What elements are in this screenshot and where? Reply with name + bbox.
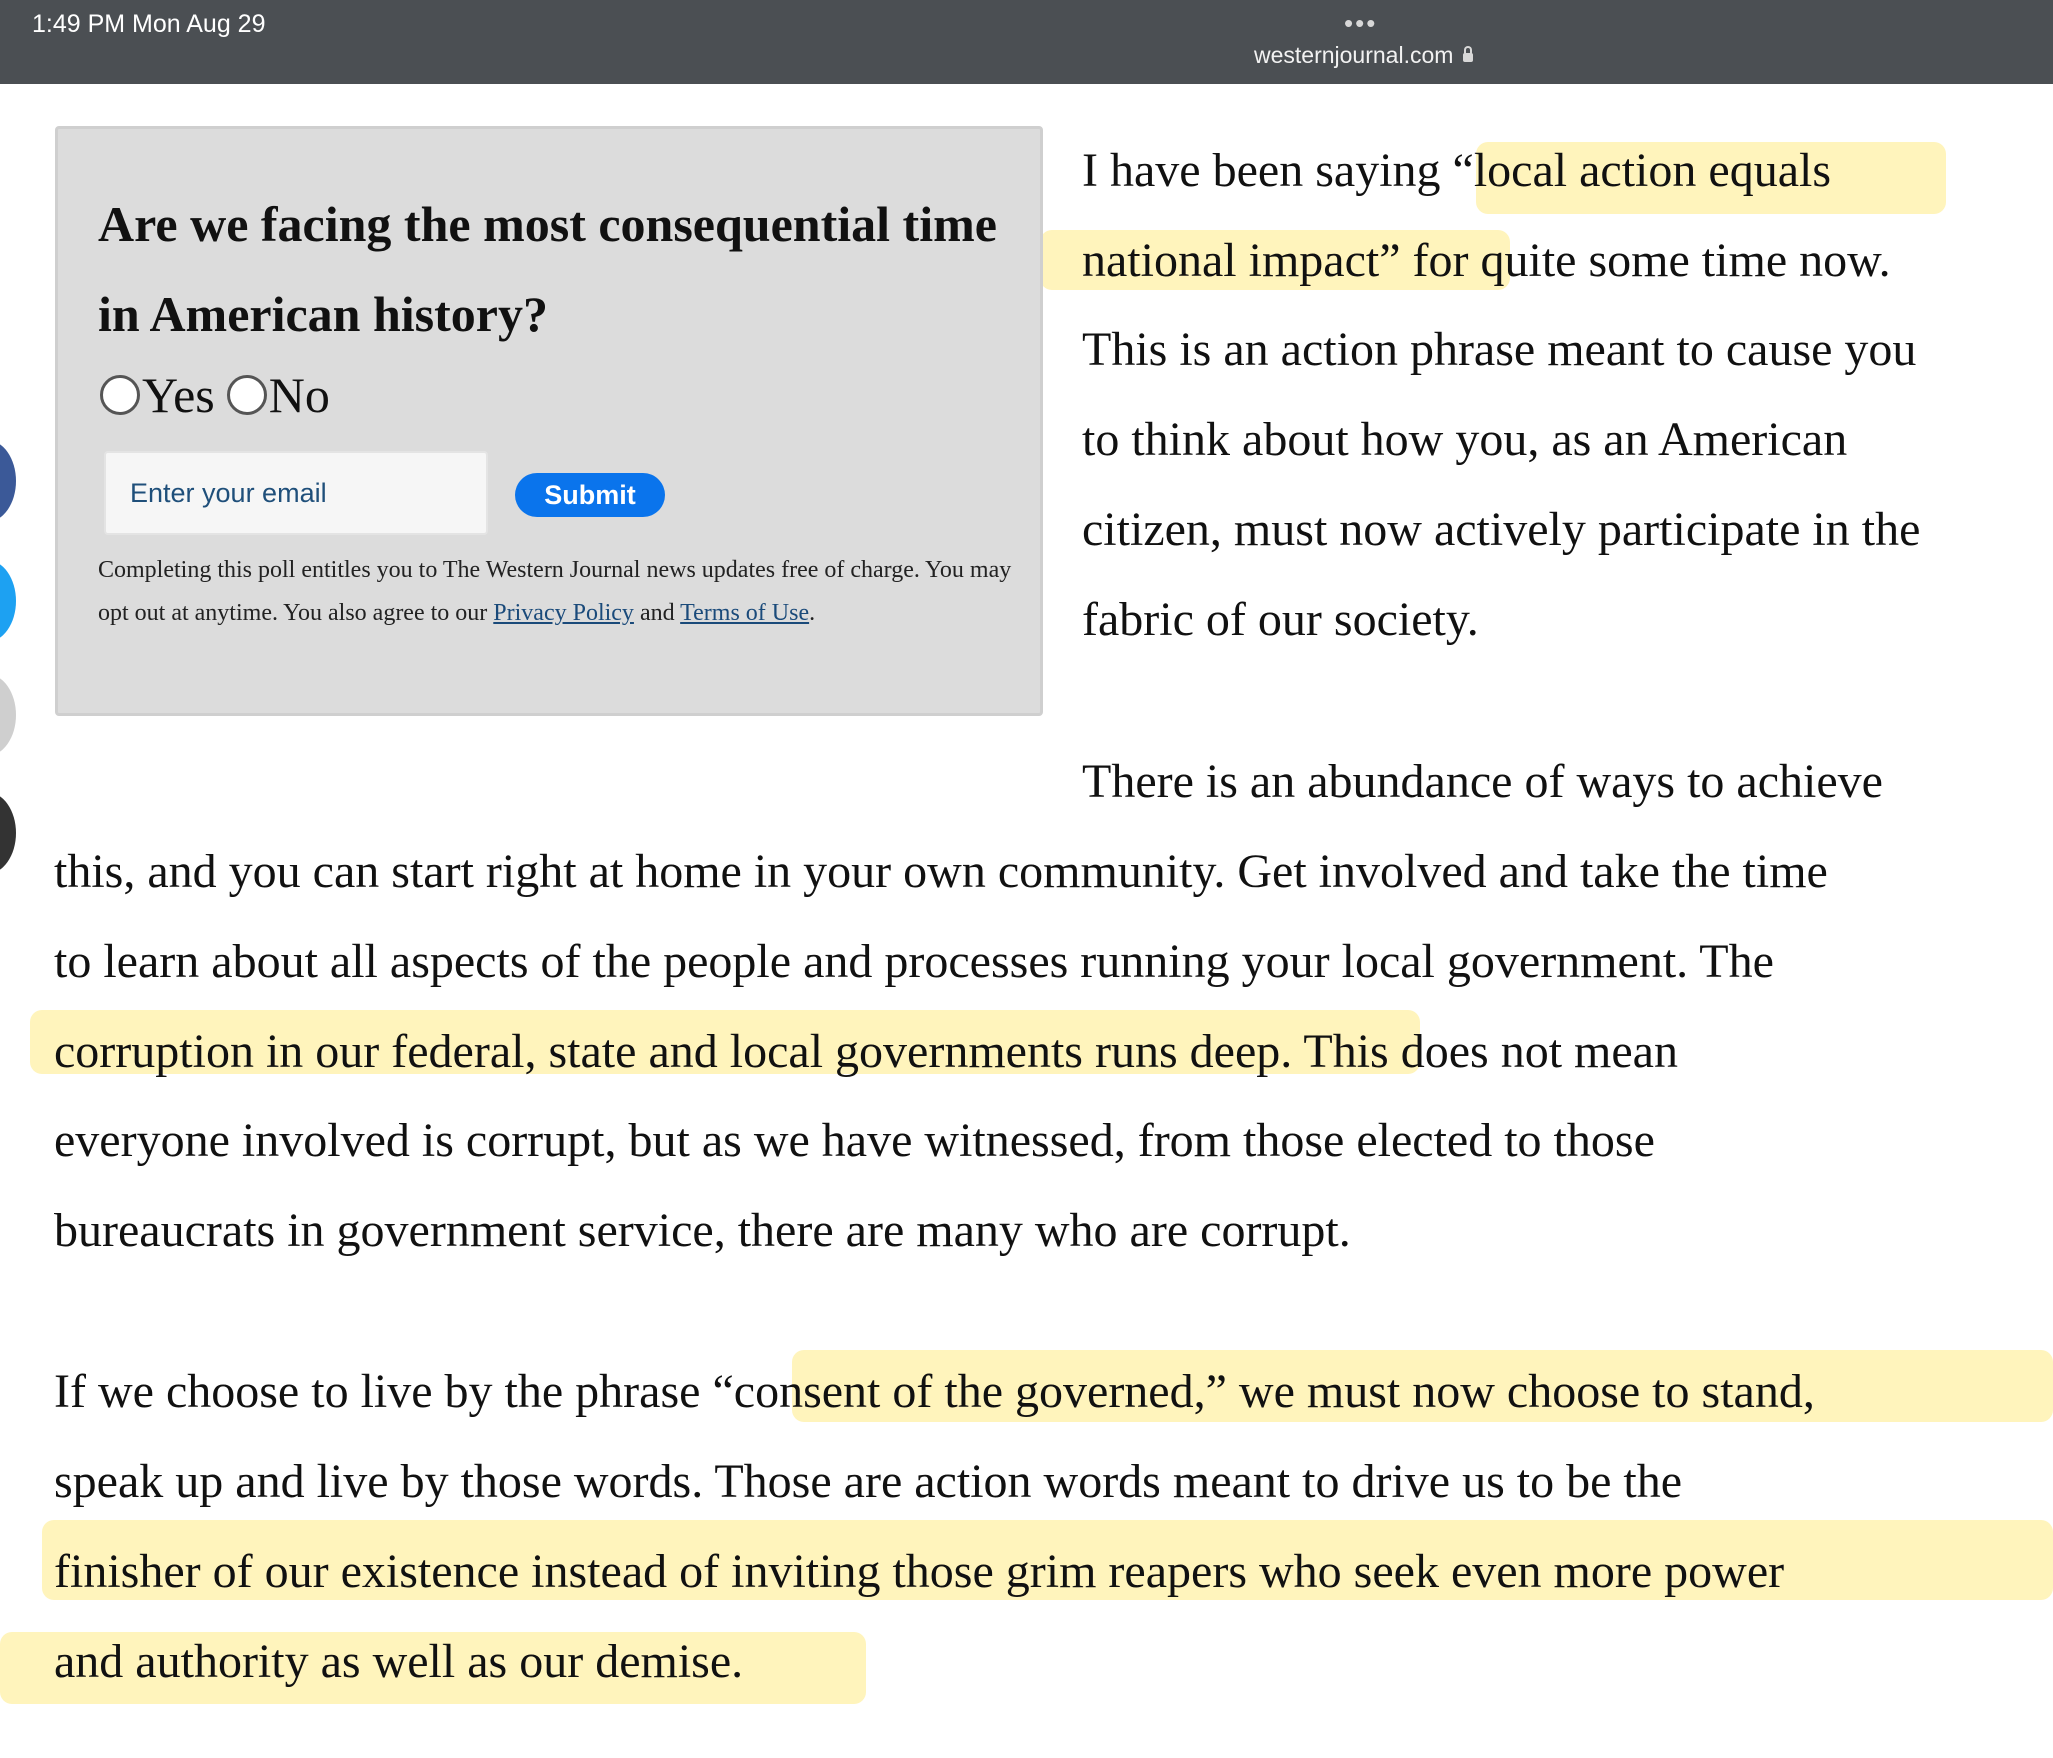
lock-icon (1463, 53, 1473, 62)
article-line: national impact” for quite some time now. (1082, 234, 1891, 287)
facebook-share-icon[interactable] (0, 440, 16, 522)
article-line: speak up and live by those words. Those are action words meant to drive us to be the (54, 1455, 1683, 1508)
article-line: finisher of our existence instead of inviting those grim reapers who seek even more power (54, 1545, 1785, 1598)
article-line: This is an action phrase meant to cause you (1082, 323, 1917, 376)
article-line: to think about how you, as an American (1082, 413, 1848, 466)
disclaimer-and: and (633, 600, 681, 626)
url-text[interactable]: westernjournal.com (1254, 42, 1454, 68)
status-bar (0, 0, 2053, 84)
poll-disclaimer (98, 549, 1028, 635)
radio-yes[interactable] (100, 375, 140, 415)
submit-button[interactable]: Submit (515, 473, 665, 517)
disclaimer-text: Completing this poll entitles you to The Western Journal news updates free of charge. You may opt out at anytime. You also agree to our (98, 557, 1012, 626)
poll-option-no-label[interactable]: No (268, 367, 330, 423)
article-line: citizen, must now actively participate in the (1082, 503, 1921, 556)
twitter-share-icon[interactable] (0, 560, 16, 642)
poll-option-no[interactable] (227, 366, 330, 424)
address-url[interactable] (1254, 42, 1473, 69)
article-line: corruption in our federal, state and local governments runs deep. This does not mean (54, 1025, 1678, 1078)
poll-question: Are we facing the most consequential time in American history? (98, 196, 997, 342)
email-input[interactable] (104, 451, 488, 535)
radio-no[interactable] (227, 375, 267, 415)
article-line: and authority as well as our demise. (54, 1635, 744, 1688)
article-line: bureaucrats in government service, there are many who are corrupt. (54, 1204, 1351, 1257)
article-line: There is an abundance of ways to achieve (1082, 755, 1883, 808)
share-icon[interactable] (0, 674, 16, 756)
poll-option-yes-label[interactable]: Yes (142, 367, 215, 423)
terms-of-use-link[interactable]: Terms of Use (680, 600, 810, 626)
poll-option-yes[interactable] (100, 366, 215, 424)
more-dots-icon[interactable]: ••• (1344, 8, 1378, 38)
article-line: If we choose to live by the phrase “consent of the governed,” we must now choose to stand, (54, 1365, 1815, 1418)
disclaimer-period: . (809, 600, 816, 626)
privacy-policy-link[interactable]: Privacy Policy (493, 600, 634, 626)
poll-options (100, 366, 342, 424)
article-line: I have been saying “local action equals (1082, 144, 1832, 197)
status-time: 1:49 PM Mon Aug 29 (32, 10, 266, 38)
article-line: to learn about all aspects of the people and processes running your local government. The (54, 935, 1774, 988)
poll-box (55, 126, 1043, 716)
article-line: everyone involved is corrupt, but as we have witnessed, from those elected to those (54, 1114, 1655, 1167)
article-line: this, and you can start right at home in your own community. Get involved and take the time (54, 845, 1828, 898)
email-share-icon[interactable] (0, 792, 16, 874)
article-line: fabric of our society. (1082, 593, 1479, 646)
